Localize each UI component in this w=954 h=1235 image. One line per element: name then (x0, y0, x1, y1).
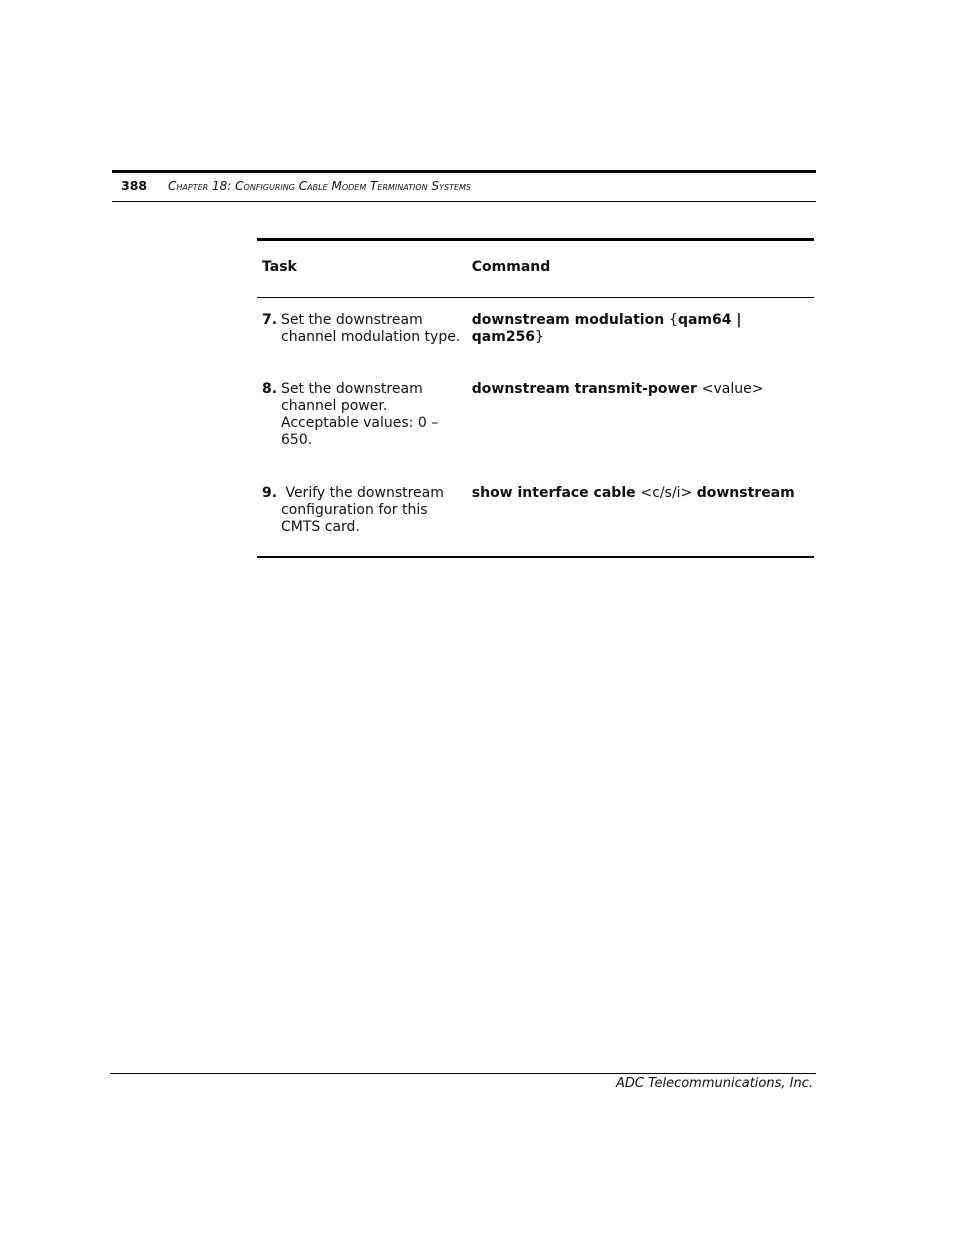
page-number: 388 (121, 178, 148, 193)
footer-company: ADC Telecommunications, Inc. (616, 1076, 813, 1091)
command-keyword: downstream (696, 485, 795, 501)
chapter-number: 18: (208, 179, 236, 193)
table-header-row (257, 240, 814, 298)
command-keyword: qam64 | qam256 (471, 312, 742, 345)
column-header-task: Task (262, 259, 297, 275)
task-command-table (257, 238, 814, 558)
task-description: Set the downstream channel power. Acceptable values: 0 – 650. (281, 381, 439, 448)
step-number: 8. (262, 381, 278, 397)
step-number: 9. (262, 485, 278, 501)
task-description: Set the downstream channel modulation type. (281, 312, 461, 345)
footer-rule (110, 1073, 816, 1074)
chapter-word: Systems (431, 179, 471, 193)
command-cell (467, 485, 814, 557)
task-cell (257, 485, 467, 557)
header-rule-bottom (112, 201, 816, 202)
chapter-word: Configuring (235, 179, 299, 193)
command-syntax: } (535, 329, 544, 345)
command-argument: <c/s/i> (640, 485, 697, 501)
table-row (257, 298, 814, 382)
chapter-title (168, 178, 471, 194)
command-argument: <value> (701, 381, 764, 397)
step-number: 7. (262, 312, 278, 328)
header-rule-top (112, 170, 816, 173)
task-description: Verify the downstream configuration for this CMTS card. (281, 485, 449, 535)
command-cell (467, 381, 814, 485)
column-header-command: Command (471, 259, 551, 275)
chapter-word: Modem (331, 179, 371, 193)
chapter-word: Cable (298, 179, 332, 193)
command-keyword: downstream modulation (471, 312, 670, 328)
command-keyword: show interface cable (471, 485, 641, 501)
table-row (257, 485, 814, 557)
task-cell (257, 298, 467, 382)
command-syntax: { (669, 312, 678, 328)
chapter-word: Termination (370, 179, 432, 193)
command-cell (467, 298, 814, 382)
command-keyword: downstream transmit-power (471, 381, 702, 397)
table-row (257, 381, 814, 485)
chapter-word-chapter: Chapter (168, 179, 209, 193)
task-cell (257, 381, 467, 485)
